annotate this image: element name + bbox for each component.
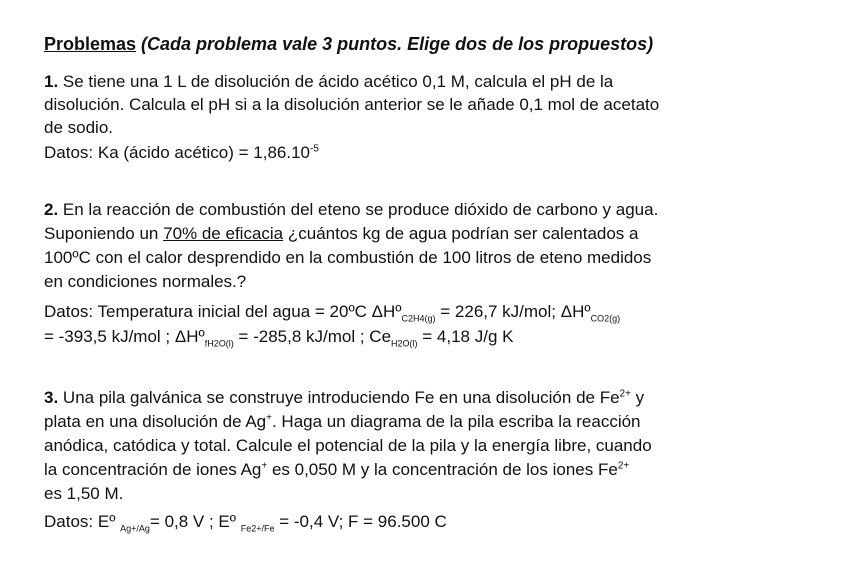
efficiency-phrase: 70% de eficacia — [163, 224, 284, 243]
problem-2-number: 2. — [44, 200, 59, 219]
problem-2-l2-start: Suponiendo un — [44, 224, 164, 243]
p2-data-2c: = 4,18 J/g K — [417, 327, 514, 346]
p2-sub-h2o-ce: H2O(l) — [391, 338, 418, 349]
p3-sub-fe: Fe2+/Fe — [240, 523, 275, 534]
heading-title: Problemas — [44, 34, 137, 54]
problem-3-text: Una pila galvánica se construye introduciendo Fe en una disolución de Fe — [58, 388, 620, 407]
problem-1-line-2: disolución. Calcula el pH si a la disolución anterior se le añade 0,1 mol de acetato — [44, 95, 660, 114]
p3-data-b: = 0,8 V ; Eº — [149, 512, 241, 531]
problem-2-data-1 — [44, 302, 620, 322]
problem-3-data — [44, 512, 447, 532]
problem-1-data — [44, 143, 319, 163]
problem-3-line-2 — [44, 412, 641, 432]
p2-sub-co2: CO2(g) — [590, 313, 621, 324]
p2-data-2b: = -285,8 kJ/mol ; Ce — [233, 327, 392, 346]
problem-2-line-2 — [44, 224, 639, 244]
p2-data-2a: = -393,5 kJ/mol ; ΔHº — [44, 327, 205, 346]
ka-exponent: -5 — [310, 143, 319, 155]
problem-2-text: En la reacción de combustión del eteno se produce dióxido de carbono y agua. — [58, 200, 659, 219]
p2-sub-h2o-f: fH2O(l) — [204, 338, 234, 349]
problem-1-data-text: Datos: Ka (ácido acético) = 1,86.10 — [44, 143, 311, 162]
p2-sub-c2h4: C2H4(g) — [401, 313, 436, 324]
problem-1-number: 1. — [44, 72, 59, 91]
p2-data-1b: = 226,7 kJ/mol; ΔHº — [435, 302, 591, 321]
problem-3-l1-end: y — [630, 388, 645, 407]
p3-l4-mid: es 0,050 M y la concentración de los iones Fe — [267, 460, 618, 479]
heading-subtitle: (Cada problema vale 3 puntos. Elige dos de los propuestos) — [136, 34, 654, 54]
problem-3-line-3: anódica, catódica y total. Calcule el potencial de la pila y la energía libre, cuando — [44, 436, 652, 455]
problem-2-l2-end: ¿cuántos kg de agua podrían ser calentados a — [283, 224, 639, 243]
problem-3-line-4 — [44, 460, 629, 480]
ag-charge-2: + — [261, 460, 268, 472]
problem-3-number: 3. — [44, 388, 59, 407]
problem-3-line-5: es 1,50 M. — [44, 484, 124, 503]
problem-2-line-3: 100ºC con el calor desprendido en la combustión de 100 litros de eteno medidos — [44, 248, 652, 267]
problem-2-data-2 — [44, 327, 513, 347]
problem-2-line-4: en condiciones normales.? — [44, 272, 247, 291]
problem-3-line-1 — [44, 388, 644, 408]
fe-charge-1: 2+ — [619, 388, 631, 400]
fe-charge-2: 2+ — [617, 460, 630, 472]
p3-data-a: Datos: Eº — [44, 512, 121, 531]
problem-1-line-1 — [44, 72, 613, 92]
ag-charge-1: + — [266, 412, 272, 424]
problem-2-line-1 — [44, 200, 658, 220]
p2-data-1a: Datos: Temperatura inicial del agua = 20ºC ΔHº — [44, 302, 402, 321]
p3-data-c: = -0,4 V; F = 96.500 C — [274, 512, 447, 531]
p3-l4-start: la concentración de iones Ag — [44, 460, 262, 479]
problem-1-line-3: de sodio. — [44, 118, 113, 137]
p3-sub-ag: Ag+/Ag — [120, 523, 150, 534]
p3-l2-start: plata en una disolución de Ag — [44, 412, 267, 431]
problems-heading — [44, 34, 653, 54]
problem-1-text: Se tiene una 1 L de disolución de ácido acético 0,1 M, calcula el pH de la — [58, 72, 614, 91]
p3-l2-end: . Haga un diagrama de la pila escriba la reacción — [271, 412, 641, 431]
